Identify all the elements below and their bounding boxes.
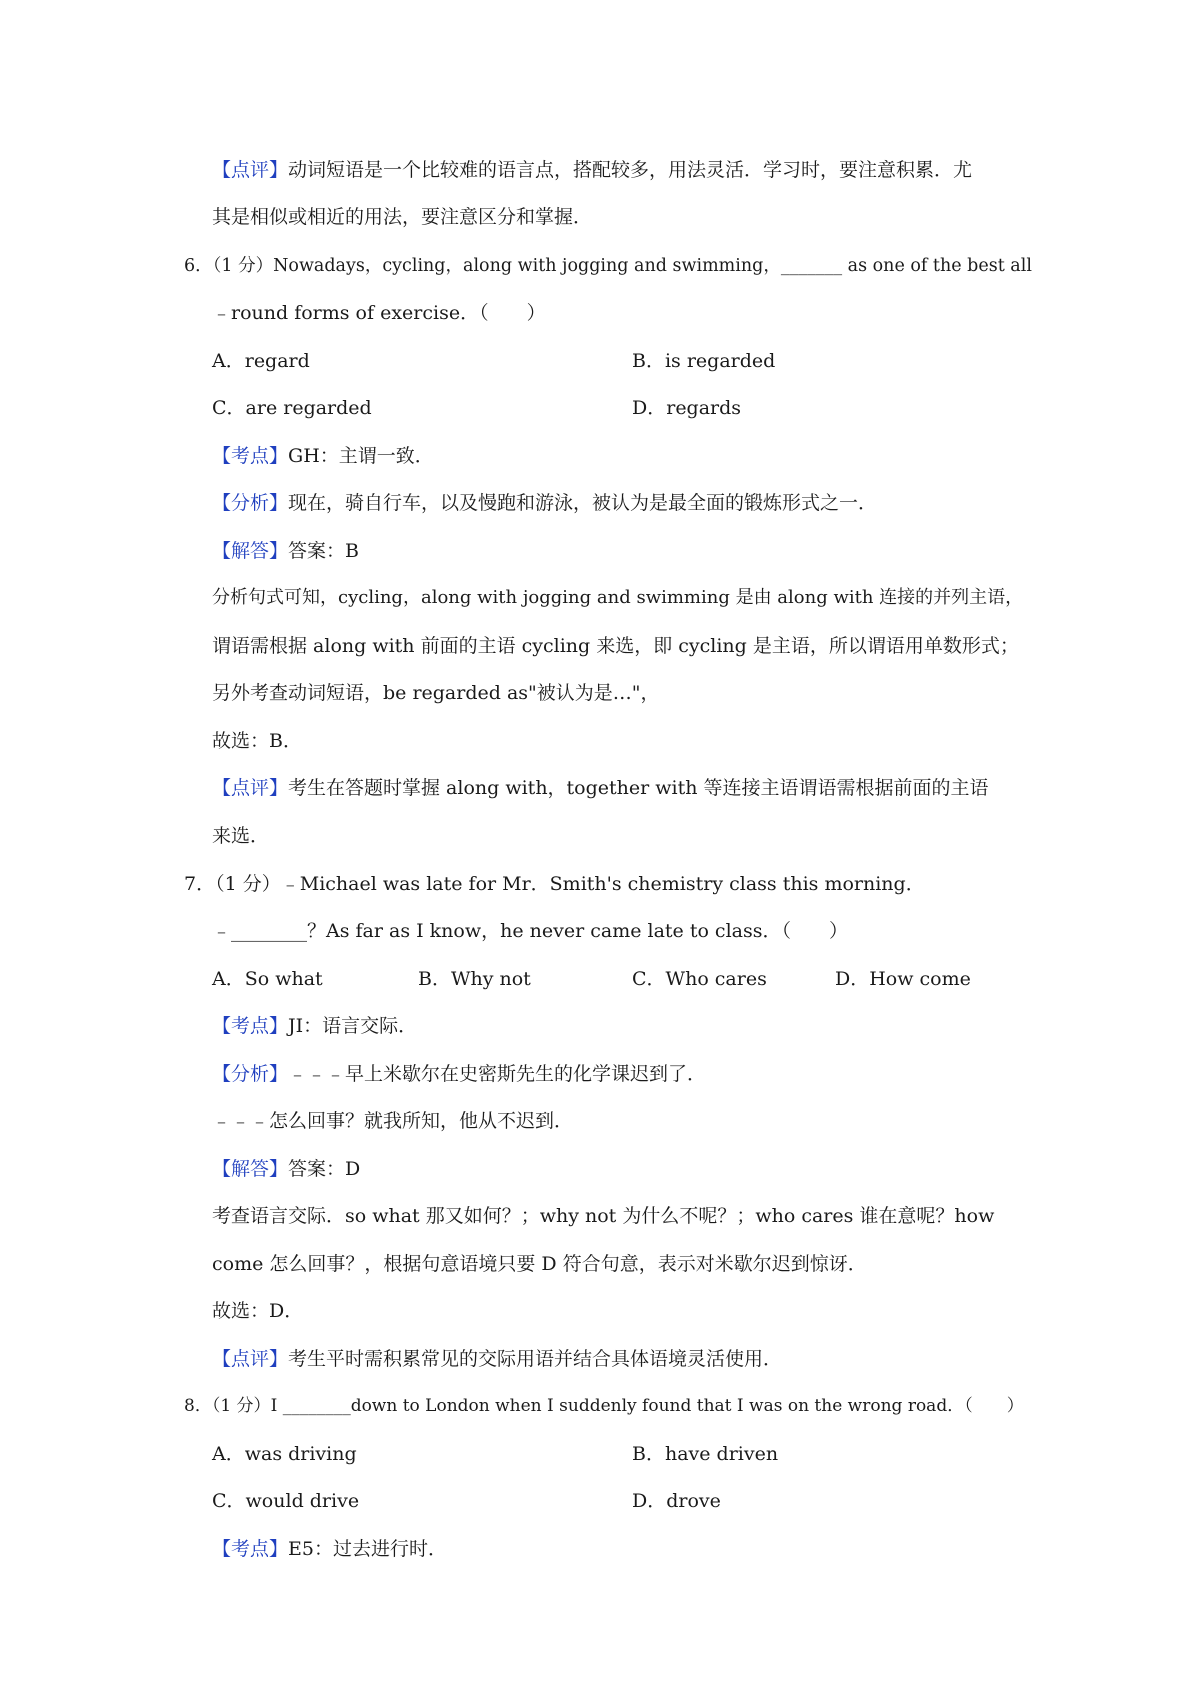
comment-text: 动词短语是一个比较难的语言点，搭配较多，用法灵活．学习时，要注意积累．尤 — [288, 159, 973, 181]
q6-guxuan: 故选：B． — [212, 730, 302, 752]
fenxi-text: ﹣﹣﹣早上米歇尔在史密斯先生的化学课迟到了． — [288, 1063, 707, 1085]
option-label: D． — [632, 1490, 667, 1512]
q7-kaodian — [212, 1013, 417, 1039]
q8-option-b — [632, 1441, 778, 1467]
jieda-tag: 【解答】 — [212, 1158, 289, 1180]
q6-option-c — [212, 395, 372, 421]
q6-fenxi — [212, 490, 877, 516]
option-text: Why not — [450, 968, 531, 990]
dash: ﹣ — [212, 920, 232, 942]
q7-blank: ________ — [231, 920, 308, 942]
q7-number: 7． — [184, 873, 216, 895]
option-text: regard — [244, 350, 310, 372]
q8-option-d — [632, 1488, 721, 1514]
q6-dianping-line-2: 来选． — [212, 825, 270, 847]
option-label: A． — [212, 1443, 245, 1465]
option-text: How come — [869, 968, 971, 990]
q8-stem-suffix: down to London when I suddenly found that I was on the wrong road．（ ） — [350, 1396, 1024, 1416]
option-text: regards — [666, 397, 742, 419]
q7-score: （1 分） — [215, 873, 281, 895]
q6-stem-line-1 — [184, 253, 1032, 279]
q6-stem-part-1: Nowadays，cycling，along with jogging and swimming， — [273, 256, 781, 276]
q6-option-a — [212, 348, 310, 374]
option-text: So what — [244, 968, 323, 990]
q8-option-a — [212, 1441, 357, 1467]
q6-score: （1 分） — [212, 256, 274, 276]
option-label: A． — [212, 968, 245, 990]
q8-stem — [184, 1393, 1024, 1419]
q8-stem-prefix: I — [270, 1396, 283, 1416]
q7-option-b — [418, 966, 531, 992]
q6-explain-line-3: 另外考查动词短语，be regarded as"被认为是…"， — [212, 682, 660, 704]
option-label: C． — [212, 397, 246, 419]
q6-kaodian — [212, 443, 434, 469]
option-label: D． — [835, 968, 870, 990]
option-label: C． — [212, 1490, 246, 1512]
intro-comment-line-1 — [212, 157, 972, 183]
q7-stem-line-2 — [212, 918, 848, 944]
q7-jieda — [212, 1156, 360, 1182]
option-text: was driving — [244, 1443, 357, 1465]
q6-explain-line-1: 分析句式可知，cycling，along with jogging and swimming 是由 along with 连接的并列主语， — [212, 587, 1024, 608]
q7-explain-line-2: come 怎么回事？，根据句意语境只要 D 符合句意，表示对米歇尔迟到惊讶． — [212, 1253, 867, 1275]
jieda-text: 答案：D — [288, 1158, 361, 1180]
kaodian-text: E5：过去进行时． — [288, 1538, 447, 1560]
option-label: B． — [632, 1443, 665, 1465]
fenxi-tag: 【分析】 — [212, 492, 289, 514]
q7-option-d — [835, 966, 971, 992]
option-label: A． — [212, 350, 245, 372]
q7-guxuan: 故选：D． — [212, 1300, 304, 1322]
kaodian-tag: 【考点】 — [212, 1015, 289, 1037]
option-text: have driven — [664, 1443, 779, 1465]
q7-option-a — [212, 966, 323, 992]
q6-option-d — [632, 395, 741, 421]
dianping-tag: 【点评】 — [212, 777, 289, 799]
q7-dianping — [212, 1346, 782, 1372]
q6-stem-line-2: ﹣round forms of exercise．（ ） — [212, 302, 546, 324]
q7-option-c — [632, 966, 767, 992]
q8-blank: ________ — [282, 1396, 351, 1416]
q8-number: 8． — [184, 1396, 212, 1416]
kaodian-text: JI：语言交际． — [288, 1015, 418, 1037]
kaodian-text: GH：主谓一致． — [288, 445, 434, 467]
intro-comment-line-2: 其是相似或相近的用法，要注意区分和掌握． — [212, 206, 593, 228]
option-text: are regarded — [245, 397, 372, 419]
q6-number: 6． — [184, 256, 213, 276]
q8-kaodian — [212, 1536, 447, 1562]
q6-stem-part-2: as one of the best all — [842, 256, 1032, 276]
q7-stem-text: ﹣Michael was late for Mr．Smith's chemistry class this morning． — [280, 873, 925, 895]
jieda-text: 答案：B — [288, 540, 359, 562]
option-text: Who cares — [665, 968, 767, 990]
fenxi-tag: 【分析】 — [212, 1063, 289, 1085]
q8-option-c — [212, 1488, 359, 1514]
option-text: drove — [666, 1490, 721, 1512]
q6-dianping-line-1 — [212, 775, 989, 801]
q6-option-b — [632, 348, 775, 374]
dianping-text: 考生平时需积累常见的交际用语并结合具体语境灵活使用． — [288, 1348, 783, 1370]
q6-blank: _______ — [780, 256, 843, 276]
option-label: D． — [632, 397, 667, 419]
fenxi-text: 现在，骑自行车，以及慢跑和游泳，被认为是最全面的锻炼形式之一． — [288, 492, 878, 514]
q7-fenxi-line-1 — [212, 1061, 706, 1087]
q7-stem-line-1 — [184, 871, 925, 897]
option-text: is regarded — [664, 350, 776, 372]
q7-fenxi-line-2: ﹣﹣﹣怎么回事？就我所知，他从不迟到． — [212, 1110, 574, 1132]
comment-tag: 【点评】 — [212, 159, 289, 181]
option-label: B． — [418, 968, 451, 990]
kaodian-tag: 【考点】 — [212, 445, 289, 467]
q6-explain-line-2: 谓语需根据 along with 前面的主语 cycling 来选，即 cycling 是主语，所以谓语用单数形式； — [212, 635, 1019, 657]
kaodian-tag: 【考点】 — [212, 1538, 289, 1560]
option-text: would drive — [245, 1490, 360, 1512]
q8-score: （1 分） — [211, 1396, 271, 1416]
q7-stem-suffix: ？As far as I know，he never came late to class．（ ） — [307, 920, 848, 942]
q6-jieda — [212, 538, 359, 564]
jieda-tag: 【解答】 — [212, 540, 289, 562]
dianping-tag: 【点评】 — [212, 1348, 289, 1370]
q7-explain-line-1: 考查语言交际．so what 那又如何？；why not 为什么不呢？；who cares 谁在意呢？how — [212, 1205, 995, 1227]
option-label: B． — [632, 350, 665, 372]
dianping-text: 考生在答题时掌握 along with，together with 等连接主语谓语需根据前面的主语 — [288, 777, 989, 799]
option-label: C． — [632, 968, 666, 990]
